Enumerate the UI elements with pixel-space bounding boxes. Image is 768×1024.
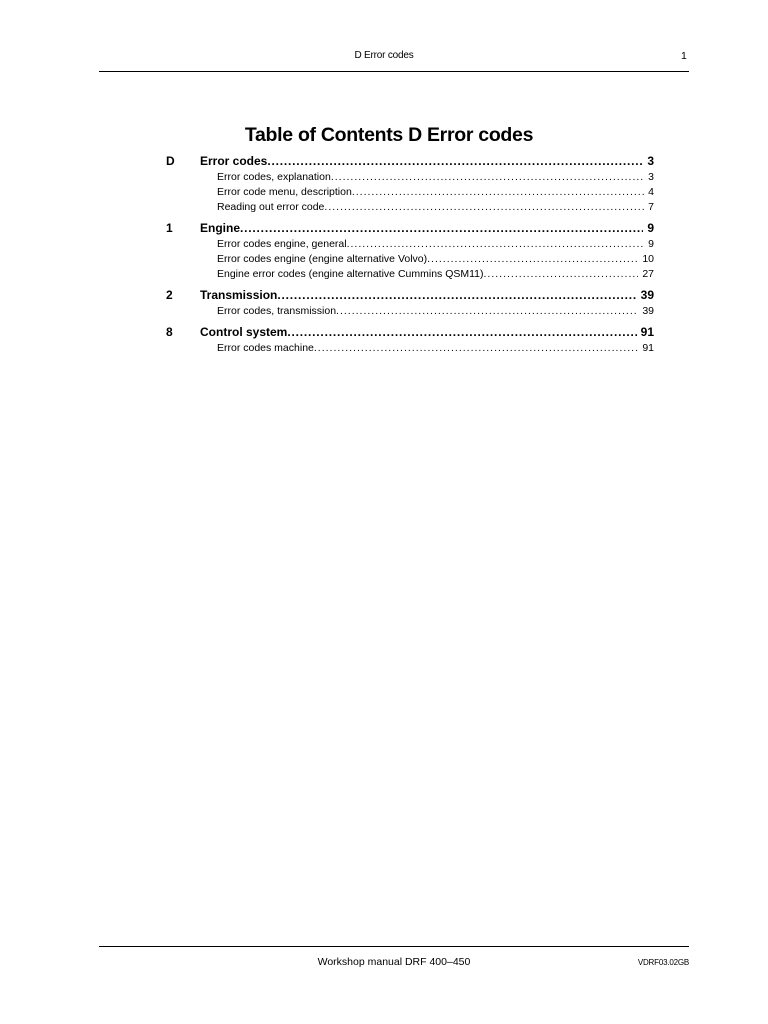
dot-leader bbox=[336, 304, 638, 319]
entry-page: 39 bbox=[642, 305, 654, 317]
entry-title: Engine error codes (engine alternative Cummins QSM11) bbox=[217, 268, 484, 280]
dot-leader bbox=[314, 341, 638, 356]
toc-section-row[interactable] bbox=[166, 323, 654, 341]
toc-entry-row[interactable] bbox=[166, 185, 654, 200]
entry-title: Error codes engine, general bbox=[217, 238, 347, 250]
entry-page: 9 bbox=[648, 238, 654, 250]
footer-manual-title: Workshop manual DRF 400–450 bbox=[317, 956, 471, 968]
dot-leader bbox=[347, 237, 645, 252]
section-title: Error codes bbox=[200, 154, 268, 168]
entry-page: 7 bbox=[648, 201, 654, 213]
footer-rule bbox=[99, 946, 689, 947]
toc-section-1 bbox=[166, 219, 654, 282]
entry-title: Error codes, transmission bbox=[217, 305, 337, 317]
toc-title: Table of Contents D Error codes bbox=[244, 124, 534, 146]
entry-title: Error codes engine (engine alternative Volvo) bbox=[217, 253, 428, 265]
toc-entry-row[interactable] bbox=[166, 304, 654, 319]
entry-title: Reading out error code bbox=[217, 201, 325, 213]
section-number: 8 bbox=[166, 325, 173, 339]
toc-section-d bbox=[166, 152, 654, 215]
toc-entry-row[interactable] bbox=[166, 341, 654, 356]
section-title: Control system bbox=[200, 325, 288, 339]
section-page: 9 bbox=[647, 221, 654, 235]
entry-page: 3 bbox=[648, 171, 654, 183]
dot-leader bbox=[352, 185, 644, 200]
section-number: D bbox=[166, 154, 175, 168]
footer-document-code: VDRF03.02GB bbox=[637, 958, 689, 967]
section-number: 2 bbox=[166, 288, 173, 302]
section-page: 3 bbox=[647, 154, 654, 168]
entry-page: 10 bbox=[642, 253, 654, 265]
section-number: 1 bbox=[166, 221, 173, 235]
toc-entry-row[interactable] bbox=[166, 170, 654, 185]
toc-entry-row[interactable] bbox=[166, 237, 654, 252]
table-of-contents bbox=[166, 152, 654, 360]
dot-leader bbox=[484, 267, 639, 282]
entry-title: Error codes, explanation bbox=[217, 171, 331, 183]
toc-section-2 bbox=[166, 286, 654, 319]
toc-section-8 bbox=[166, 323, 654, 356]
dot-leader bbox=[277, 286, 636, 304]
entry-page: 27 bbox=[642, 268, 654, 280]
header-page-number: 1 bbox=[681, 50, 687, 62]
toc-section-row[interactable] bbox=[166, 152, 654, 170]
header-title: D Error codes bbox=[354, 50, 414, 61]
entry-title: Error code menu, description bbox=[217, 186, 352, 198]
entry-title: Error codes machine bbox=[217, 342, 314, 354]
section-page: 91 bbox=[640, 325, 654, 339]
dot-leader bbox=[240, 219, 643, 237]
dot-leader bbox=[427, 252, 638, 267]
dot-leader bbox=[331, 170, 644, 185]
dot-leader bbox=[267, 152, 643, 170]
dot-leader bbox=[287, 323, 636, 341]
section-page: 39 bbox=[640, 288, 654, 302]
toc-entry-row[interactable] bbox=[166, 252, 654, 267]
dot-leader bbox=[324, 200, 644, 215]
toc-section-row[interactable] bbox=[166, 286, 654, 304]
entry-page: 4 bbox=[648, 186, 654, 198]
toc-entry-row[interactable] bbox=[166, 267, 654, 282]
entry-page: 91 bbox=[642, 342, 654, 354]
header-rule bbox=[99, 71, 689, 72]
toc-section-row[interactable] bbox=[166, 219, 654, 237]
section-title: Engine bbox=[200, 221, 241, 235]
section-title: Transmission bbox=[200, 288, 278, 302]
toc-entry-row[interactable] bbox=[166, 200, 654, 215]
